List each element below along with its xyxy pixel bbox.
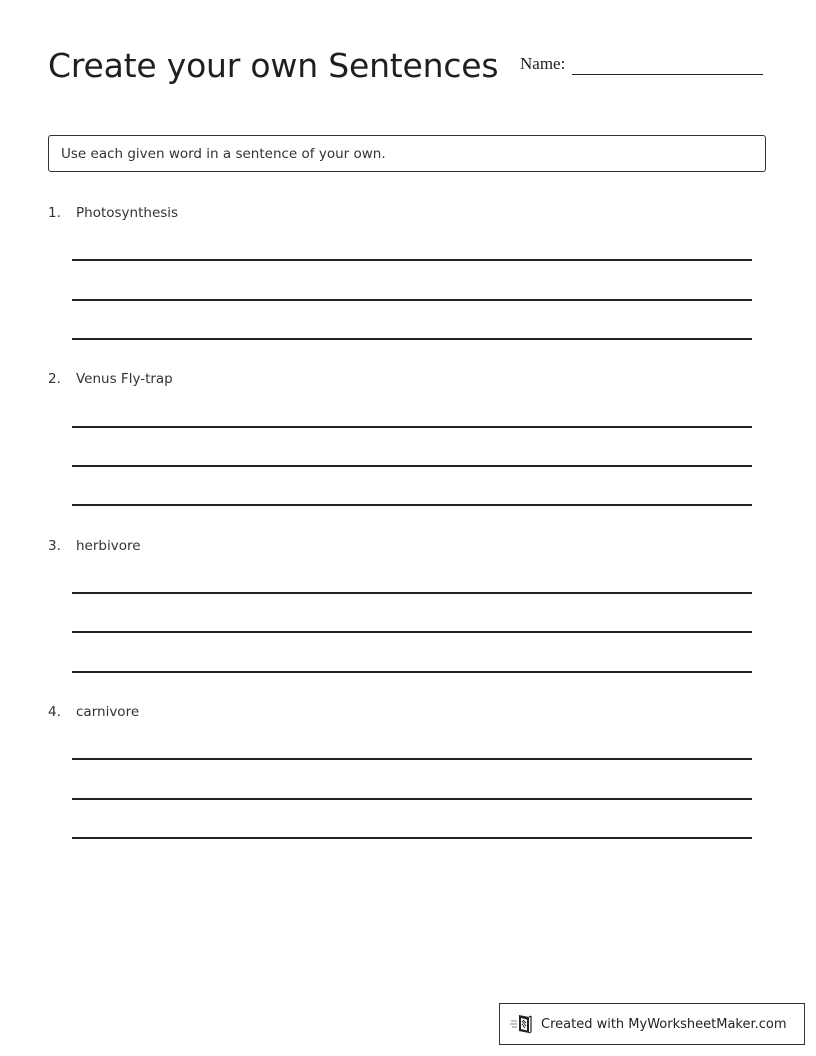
- answer-line[interactable]: [72, 758, 752, 760]
- answer-line[interactable]: [72, 671, 752, 673]
- item-word: Photosynthesis: [76, 205, 179, 221]
- name-label: Name:: [520, 54, 566, 73]
- item-number: 1.: [48, 205, 61, 221]
- instructions-box: [48, 135, 766, 172]
- sentence-item: [48, 703, 752, 721]
- answer-line[interactable]: [72, 299, 752, 301]
- sentence-item: [48, 370, 752, 388]
- answer-line[interactable]: [72, 631, 752, 633]
- item-number: 4.: [48, 704, 61, 720]
- answer-line[interactable]: [72, 837, 752, 839]
- answer-line[interactable]: [72, 592, 752, 594]
- name-blank-line[interactable]: [572, 74, 763, 75]
- answer-line[interactable]: [72, 259, 752, 261]
- item-number: 3.: [48, 538, 61, 554]
- answer-line[interactable]: [72, 426, 752, 428]
- answer-line[interactable]: [72, 798, 752, 800]
- item-number: 2.: [48, 371, 61, 387]
- answer-line[interactable]: [72, 504, 752, 506]
- instructions-text: Use each given word in a sentence of your own.: [61, 145, 386, 162]
- footer-credit[interactable]: [499, 1003, 805, 1045]
- footer-text: Created with MyWorksheetMaker.com: [541, 1016, 787, 1032]
- item-word: herbivore: [76, 538, 141, 554]
- answer-line[interactable]: [72, 338, 752, 340]
- answer-line[interactable]: [72, 465, 752, 467]
- name-field: [520, 54, 763, 74]
- item-word: carnivore: [76, 704, 140, 720]
- sentence-item: [48, 204, 752, 222]
- item-word: Venus Fly-trap: [76, 371, 173, 387]
- worksheet-maker-logo-icon: [510, 1013, 534, 1035]
- page-title: Create your own Sentences: [48, 46, 499, 85]
- sentence-item: [48, 537, 752, 555]
